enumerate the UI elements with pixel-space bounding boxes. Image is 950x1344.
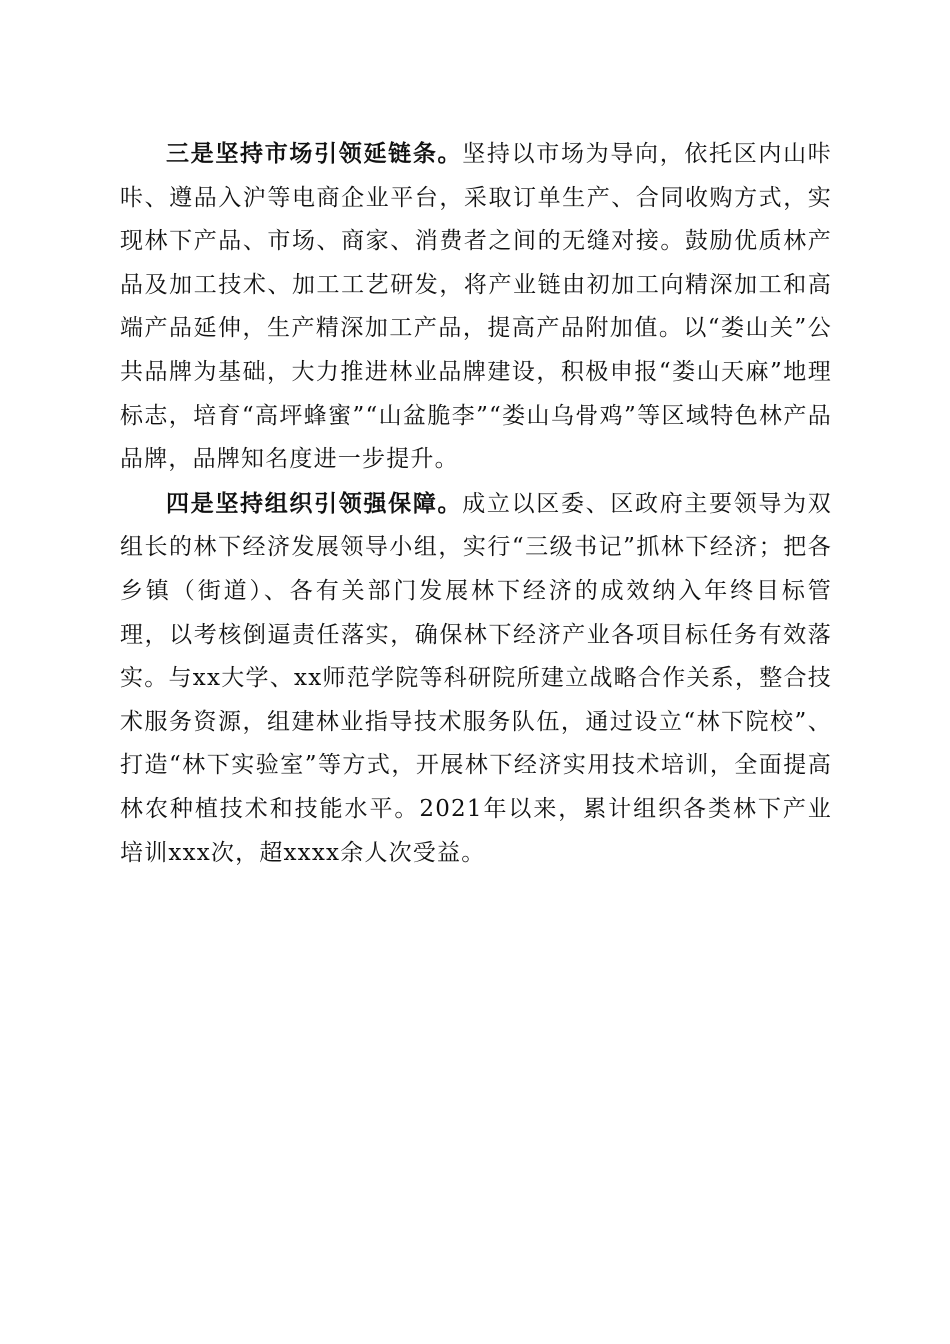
- paragraph-text: 坚持以市场为导向，依托区内山咔咔、遵品入沪等电商企业平台，采取订单生产、合同收购方式，实现林下产品、市场、商家、消费者之间的无缝对接。鼓励优质林产品及加工技术、加工工艺研发，将产业链由初加工向精深加工和高端产品延伸，生产精深加工产品，提高产品附加值。以“娄山关”公共品牌为基础，大力推进林业品牌建设，积极申报“娄山天麻”地理标志，培育“高坪蜂蜜”“山盆脆李”“娄山乌骨鸡”等区域特色林产品品牌，品牌知名度进一步提升。: [120, 141, 832, 473]
- paragraph-heading: 四是坚持组织引领强保障。: [166, 489, 463, 517]
- document-body: [120, 132, 832, 875]
- paragraph-market-chain: [120, 132, 832, 482]
- paragraph-text: 成立以区委、区政府主要领导为双组长的林下经济发展领导小组，实行“三级书记”抓林下经济；把各乡镇（街道）、各有关部门发展林下经济的成效纳入年终目标管理，以考核倒逼责任落实，确保林下经济产业各项目标任务有效落实。与xx大学、xx师范学院等科研院所建立战略合作关系，整合技术服务资源，组建林业指导技术服务队伍，通过设立“林下院校”、打造“林下实验室”等方式，开展林下经济实用技术培训，全面提高林农种植技术和技能水平。2021年以来，累计组织各类林下产业培训xxx次，超xxxx余人次受益。: [120, 490, 832, 866]
- paragraph-organization-support: [120, 482, 832, 875]
- paragraph-heading: 三是坚持市场引领延链条。: [166, 140, 463, 167]
